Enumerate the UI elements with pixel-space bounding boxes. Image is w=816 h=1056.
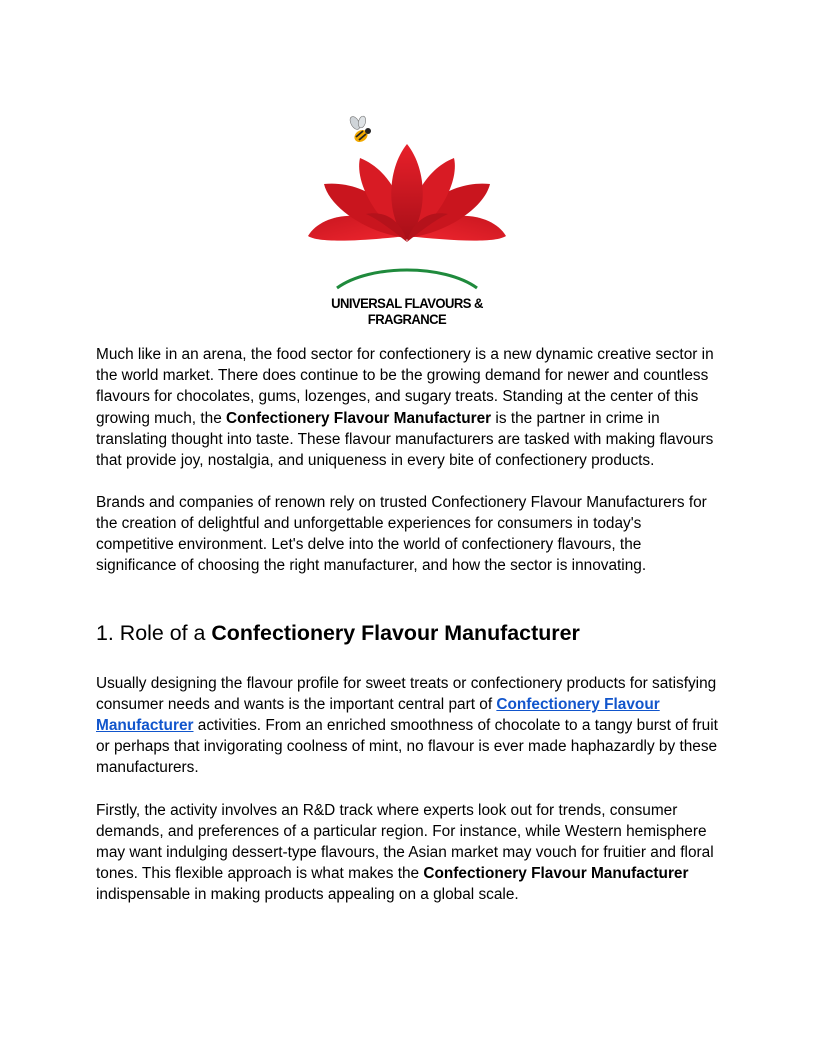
bee-icon [348,115,371,145]
logo-brand-text: UNIVERSAL FLAVOURS & FRAGRANCE [331,296,483,328]
lotus-logo-icon [300,114,514,294]
section-paragraph-2: Firstly, the activity involves an R&D track where experts look out for trends, consumer demands, and preferences of a particular region. For instance, while Western hemisphere may want indulging dessert-type flavours, the Asian market may vouch for fruitier and floral tones. This flexible approach is what makes the Confectionery Flavour Manufacturer indispensable in making products appealing on a global scale. [96,801,714,904]
confectionery-flavour-manufacturer-link[interactable]: Confectionery Flavour Manufacturer [96,695,660,735]
section-heading: 1. Role of a Confectionery Flavour Manufacturer [96,620,580,645]
section-paragraph-1: Usually designing the flavour profile for sweet treats or confectionery products for satisfying consumer needs and wants is the important central part of Confectionery Flavour Manufacturer activities. From an enriched smoothness of chocolate to a tangy burst of fruit or perhaps that invigorating coolness of mint, no flavour is ever made haphazardly by these manufacturers. [96,674,718,777]
bold-keyword: Confectionery Flavour Manufacturer [423,865,689,883]
bold-keyword: Confectionery Flavour Manufacturer [226,409,492,427]
company-logo [300,114,514,328]
intro-paragraph-2: Brands and companies of renown rely on trusted Confectionery Flavour Manufacturers for the creation of delightful and unforgettable experiences for consumers in today's competitive environment. Let's delve into the world of confectionery flavours, the significance of choosing the right manufacturer, and how the sector is innovating. [96,493,707,575]
article-body [96,344,720,906]
intro-paragraph-1: Much like in an arena, the food sector for confectionery is a new dynamic creative sector in the world market. There does continue to be the growing demand for newer and countless flavours for chocolates, gums, lozenges, and sugary treats. Standing at the center of this growing much, the Confectionery Flavour Manufacturer is the partner in crime in translating thought into taste. These flavour manufacturers are tasked with making flavours that provide joy, nostalgia, and uniqueness in every bite of confectionery products. [96,346,714,470]
